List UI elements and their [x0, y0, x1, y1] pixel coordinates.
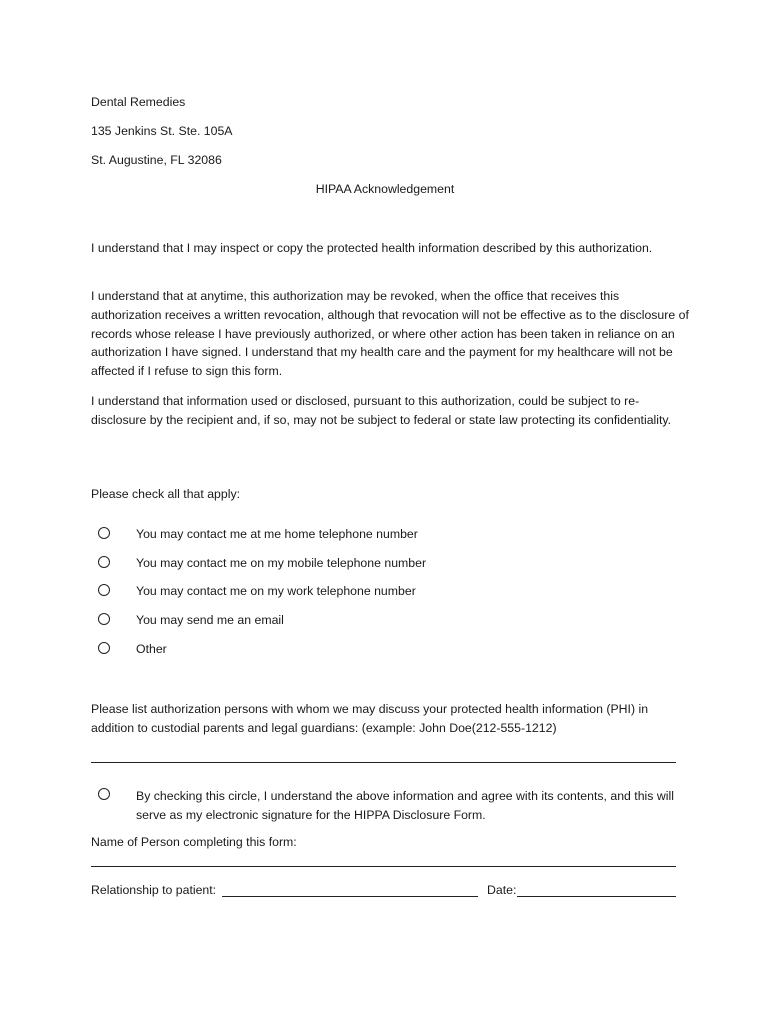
date-label: Date: — [487, 883, 517, 897]
relationship-label: Relationship to patient: — [91, 883, 217, 897]
option-home-phone-radio[interactable] — [98, 527, 110, 539]
option-email-radio[interactable] — [98, 613, 110, 625]
name-underline — [91, 866, 676, 867]
name-label: Name of Person completing this form: — [91, 835, 297, 849]
authorized-persons-prompt: Please list authorization persons with whom we may discuss your protected health information (PHI) in addition to custodial parents and legal guardians: (example: John Doe(212-555-1212) — [91, 702, 649, 735]
option-work-phone-radio[interactable] — [98, 584, 110, 596]
relationship-underline — [222, 896, 478, 897]
option-work-phone-label: You may contact me on my work telephone number — [136, 584, 416, 598]
option-other-radio[interactable] — [98, 642, 110, 654]
paragraph-revocation: I understand that at anytime, this authorization may be revoked, when the office that receives this authorization receives a written revocation, although that revocation will not be effective as to the disclosure of records whose release I have previously authorized, or where other action has been taken in reliance on an authorization I have signed. I understand that my health care and the payment for my healthcare will not be affected if I refuse to sign this form. — [91, 289, 689, 379]
authorized-persons-underline — [91, 762, 676, 763]
paragraph-redisclosure: I understand that information used or disclosed, pursuant to this authorization, could be subject to re-disclosure by the recipient and, if so, may not be subject to federal or state law protecting its confidentiality. — [91, 394, 672, 427]
option-other-label: Other — [136, 642, 167, 656]
practice-name: Dental Remedies — [91, 95, 186, 109]
option-mobile-phone-radio[interactable] — [98, 556, 110, 568]
option-mobile-phone-label: You may contact me on my mobile telephone number — [136, 556, 427, 570]
check-all-prompt: Please check all that apply: — [91, 487, 241, 501]
signature-agreement-text: By checking this circle, I understand the above information and agree with its contents, and this will serve as my electronic signature for the HIPPA Disclosure Form. — [136, 789, 674, 822]
option-email-label: You may send me an email — [136, 613, 284, 627]
document-title: HIPAA Acknowledgement — [315, 182, 455, 196]
address-line-2: St. Augustine, FL 32086 — [91, 153, 222, 167]
option-home-phone-label: You may contact me at me home telephone number — [136, 527, 418, 541]
paragraph-inspect-copy: I understand that I may inspect or copy the protected health information described by this authorization. — [91, 241, 653, 255]
address-line-1: 135 Jenkins St. Ste. 105A — [91, 124, 233, 138]
signature-agree-radio[interactable] — [98, 788, 110, 800]
date-underline — [517, 896, 676, 897]
